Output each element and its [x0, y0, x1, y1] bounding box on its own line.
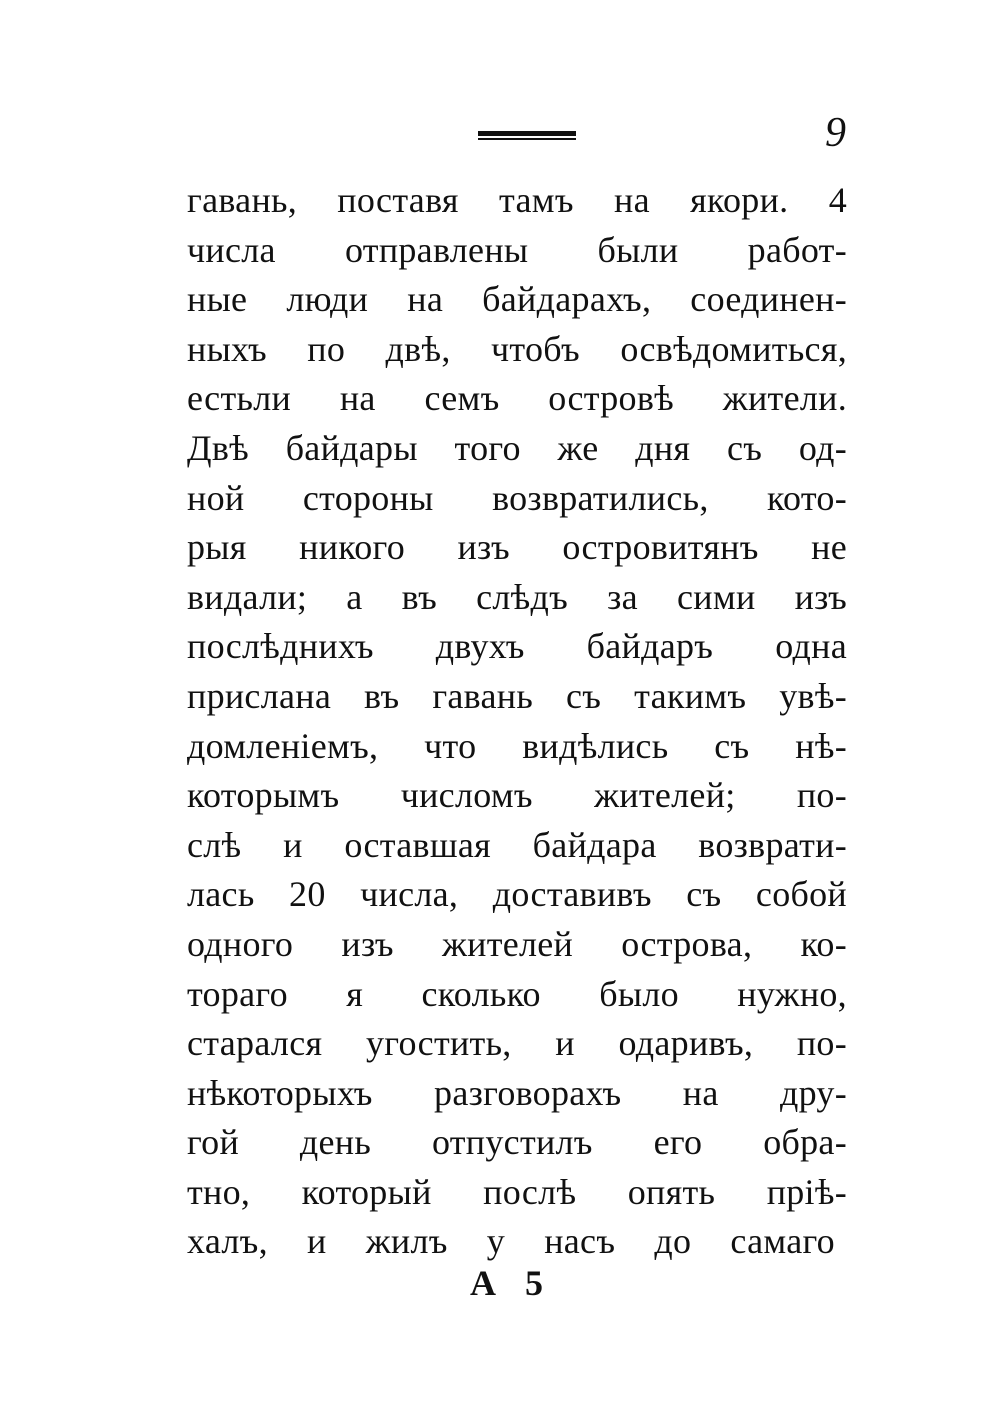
text-line-9: видали; а въ слѣдъ за сими изъ — [187, 576, 847, 617]
text-line-14: слѣ и оставшая байдара возврати- — [187, 824, 847, 865]
text-line-13: которымъ числомъ жителей; по- — [187, 775, 847, 816]
text-line-18: старался угостить, и одаривъ, по- — [187, 1023, 847, 1064]
signature-mark: А 5 — [470, 1263, 553, 1303]
body-text — [187, 176, 847, 1267]
header-rule-thick — [478, 131, 576, 136]
text-line-16: одного изъ жителей острова, ко- — [187, 923, 847, 964]
text-line-21: тно, который послѣ опять пріѣ- — [187, 1171, 847, 1212]
text-line-10: послѣднихъ двухъ байдаръ одна — [187, 626, 847, 667]
text-line-15: лась 20 числа, доставивъ съ собой — [187, 874, 847, 915]
text-line-12: домленіемъ, что видѣлись съ нѣ- — [187, 725, 847, 766]
text-line-19: нѣкоторыхъ разговорахъ на дру- — [187, 1072, 847, 1113]
text-line-3: ные люди на байдарахъ, соединен- — [187, 279, 847, 320]
text-line-20: гой день отпустилъ его обра- — [187, 1122, 847, 1163]
text-line-2: числа отправлены были работ- — [187, 229, 847, 270]
text-line-7: ной стороны возвратились, кото- — [187, 477, 847, 518]
text-line-5: естьли на семъ островѣ жители. — [187, 378, 847, 419]
text-line-22: халъ, и жилъ у насъ до самаго — [187, 1221, 835, 1262]
text-line-1: гавань, поставя тамъ на якори. 4 — [187, 180, 847, 220]
text-line-11: прислана въ гавань съ такимъ увѣ- — [187, 675, 847, 716]
text-line-6: Двѣ байдары того же дня съ од- — [187, 427, 847, 468]
page-number: 9 — [825, 110, 846, 156]
header-rule-thin — [478, 138, 576, 140]
text-line-17: тораго я сколько было нужно, — [187, 973, 847, 1014]
header-rule — [478, 131, 576, 140]
text-line-4: ныхъ по двѣ, чтобъ освѣдомиться, — [187, 328, 847, 369]
text-line-8: рыя никого изъ островитянъ не — [187, 527, 847, 568]
